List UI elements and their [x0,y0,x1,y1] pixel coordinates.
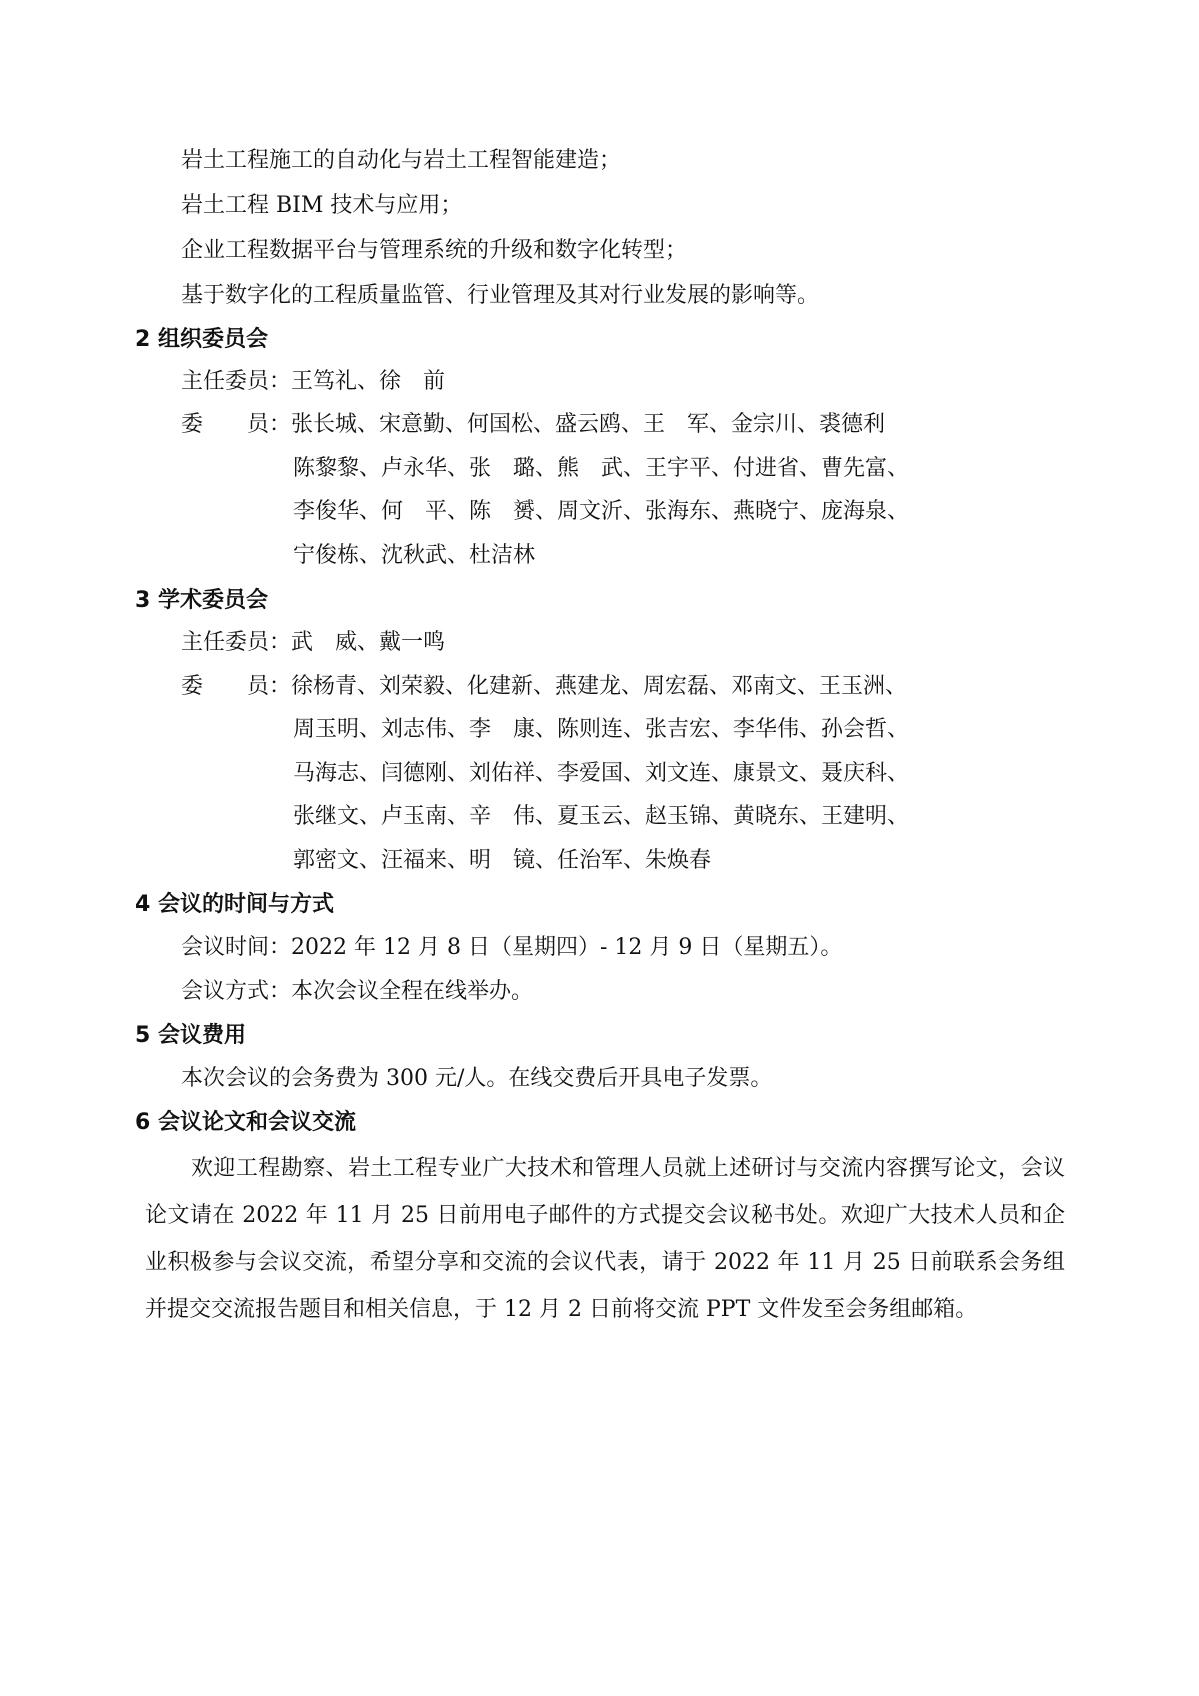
topic-item: 岩土工程 BIM 技术与应用； [181,193,463,218]
section-heading-academic-committee: 3 学术委员会 [135,588,268,613]
academic-committee-members: 委 员：徐杨青、刘荣毅、化建新、燕建龙、周宏磊、邓南文、王玉洲、 [181,674,908,699]
section-heading-papers-and-exchange: 6 会议论文和会议交流 [135,1110,356,1135]
section-heading-organizing-committee: 2 组织委员会 [135,327,268,352]
academic-committee-members: 马海志、闫德刚、刘佑祥、李爱国、刘文连、康景文、聂庆科、 [293,761,910,786]
academic-committee-members: 郭密文、汪福来、明 镜、任治军、朱焕春 [293,848,712,873]
meeting-mode: 会议方式：本次会议全程在线举办。 [181,979,534,1004]
organizing-committee-chair: 主任委员：王笃礼、徐 前 [181,369,446,394]
section-heading-time-and-mode: 4 会议的时间与方式 [135,892,334,917]
organizing-committee-members: 李俊华、何 平、陈 赟、周文沂、张海东、燕晓宁、庞海泉、 [293,499,910,524]
section-heading-fees: 5 会议费用 [135,1023,246,1048]
topic-item: 岩土工程施工的自动化与岩土工程智能建造； [181,148,622,173]
organizing-committee-members: 委 员：张长城、宋意勤、何国松、盛云鸥、王 军、金宗川、裘德利 [181,412,886,437]
topic-item: 基于数字化的工程质量监管、行业管理及其对行业发展的影响等。 [181,283,820,308]
organizing-committee-members: 陈黎黎、卢永华、张 璐、熊 武、王宇平、付进省、曹先富、 [293,456,910,481]
academic-committee-chair: 主任委员：武 威、戴一鸣 [181,630,446,655]
papers-paragraph: 欢迎工程勘察、岩土工程专业广大技术和管理人员就上述研讨与交流内容撰写论文，会议论文请在 2022 年 11 月 25 日前用电子邮件的方式提交会议秘书处。欢迎广大技术人员和企业积极参与会议交流，希望分享和交流的会议代表，请于 2022 年 11 月 25 日前联系会务组并提交交流报告题目和相关信息，于 12 月 2 日前将交流 PPT 文件发至会务组邮箱。 [145,1156,1065,1322]
topic-item: 企业工程数据平台与管理系统的升级和数字化转型； [181,238,688,263]
academic-committee-members: 周玉明、刘志伟、李 康、陈则连、张吉宏、李华伟、孙会哲、 [293,717,910,742]
organizing-committee-members: 宁俊栋、沈秋武、杜洁林 [293,543,536,568]
academic-committee-members: 张继文、卢玉南、辛 伟、夏玉云、赵玉锦、黄晓东、王建明、 [293,804,910,829]
meeting-fee: 本次会议的会务费为 300 元/人。在线交费后开具电子发票。 [181,1066,773,1091]
meeting-time: 会议时间：2022 年 12 月 8 日（星期四）- 12 月 9 日（星期五）。 [181,935,843,960]
